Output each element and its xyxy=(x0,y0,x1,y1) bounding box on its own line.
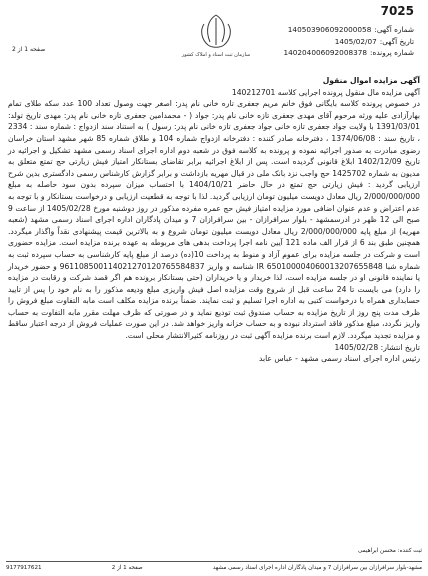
footer-phone: 9177917621 xyxy=(6,565,42,571)
footer-address: مشهد-بلوار سرافرازان بین سرافرازان 7 و میدان پادگاران اداره اجرای اسناد رسمی مشهد xyxy=(212,565,422,571)
file-number: 140204006092008378 xyxy=(283,48,368,57)
file-number-label: شماره پرونده: xyxy=(370,48,414,57)
notice-number-label: شماره آگهی: xyxy=(374,25,414,34)
footer-divider xyxy=(6,561,422,562)
notice-number: 140503906092000058 xyxy=(287,25,372,34)
page-footer xyxy=(6,547,422,572)
notice-title: آگهی مزایده اموال منقول xyxy=(322,76,420,85)
notice-text: در خصوص پرونده کلاسه بایگانی فوق خانم مریم جعفری تاره خانی نام پدر: اصغر جهت وصول تعداد 100 عدد سکه طلای تمام بهارآزادی علیه ورثه مرحوم آقای مهدی جعفری تازه خانی نام پدر: جواد ( - محمدامین جعفری تاره خانی نام پدر: مهدی تاریخ تولد: 1391/03/01 با ولایت جواد جعفری تازه خانی جواد جعفری تازه خانی نام پدر: رسول ) به استناد سند ازدواج : شماره سند : 2334 ، تاریخ سند : 1374/06/08 ، دفترخانه صادر کننده : دفترخانه ازدواج شماره 104 و طلاق شماره 85 شهر مشهد استان خراسان رضوی مبادرت به صدور اجرائیه نموده و پرونده به کلاسه فوق در شعبه دوم اداره اجرای اسناد رسمی مشهد تشکیل و اجرائیه در تاریخ 1402/12/09 ابلاغ قانونی گردیده است. پس از ابلاغ اجرائیه برابر تقاضای بستانکار امتیاز فیش زیارتی حج تمتع متعلق به مدیون به شماره 1425702 حج واجب نزد بانک ملی در قبال مهریه بازداشت و برابر گزارش کارشناس رسمی دادگستری بدین شرح ارزیابی گردید : فیش زیارتی حج تمتع در حال حاضر 1404/10/21 با احتساب میزان سپرده بدون سود حاصله به مبلغ 2/000/000/000 ریال معادل دویست میلیون تومان ارزیابی گردید. لذا با توجه به قطعیت ارزیابی و درخواست بستانکار و با توجه به عدم اعتراض و عدم عنوان اضافی مورد مزایده امتیاز فیش حج عمره مفرده مذکور در روز دوشنبه مورخ 1405/02/28 از ساعت 9 صبح الی 12 ظهر در ادرسمشهد - بلوار سرافرازان - بین سرافرازان 7 و میدان پادگاران اداره اجرای اسناد رسمی مشهد (شعبه مهریه) از مبلغ پایه 2/000/000/000 ریال معادل دویست میلیون تومان شروع و به بالاترین قیمت پیشنهادی نقداً واگذار میگردد. همچنین طبق بند 6 از قرار الف ماده 121 آیین نامه اجرا پرداخت بدهی های مربوطه به عهده برنده مزایده است. مزایده حضوری است و شرکت در جلسه مزایده برای عموم آزاد و منوط به پرداخت 10(ده) درصد از مبلغ پایه کارشناسی به حساب سپرده ثبت به شماره شبا IR 650100004060013207655848 شناسه و واریز 961108500114021270120765584837 و حضور خریدار یا نماینده قانونی او در جلسه مزایده است، لذا خریدار و یا خریداران (حتی بستانکار برونده هم اگر قصد شرکت و رقابت در مزایده را دارد) می بایست تا 24 ساعت قبل از شروع وقت مزایده اصل فیش واریزی مبلغ ودیعه مذکور را به نام خود را پس از تایید حسابداری همراه با درخواست کتبی به اداره اجرا تسلیم و ثبت نمایند. ضمناً برنده مزایده مکلف است مابه التفاوت مبلغ فروش را ظرف مدت پنج روز از تاریخ مزایده به حساب صندوق ثبت تودیع نماید و در صورتی که ظرف مهلت مقرر مابه التفاوت به حساب واریز نگردد، مبلغ مذکور فاقد استرداد نبوده و به حساب خزانه واریز خواهد شد. در این صورت عملیات فروش از درجه اعتبار ساقط و مزایده تجدید میگردد. لازم است برنده مزایده آگهی ثبت در روزنامه کثیرالانتشار محلی است. xyxy=(8,99,420,341)
file-number-row xyxy=(254,47,414,59)
signature-line: رئیس اداره اجرای اسناد رسمی مشهد - عباس عابد xyxy=(259,354,420,364)
emblem-icon xyxy=(196,12,236,50)
footer-signer-label: ثبت کننده: xyxy=(397,548,422,554)
notice-date: 1405/02/07 xyxy=(334,36,377,46)
notice-number-row xyxy=(254,24,414,36)
notice-subtitle: آگهی مزایده مال منقول پرونده اجرایی کلاسه 140212701 xyxy=(231,87,420,97)
notice-body xyxy=(8,75,420,365)
notice-date-label: تاریخ آگهی: xyxy=(379,36,414,46)
notice-date-row xyxy=(254,36,414,48)
publish-date: تاریخ انتشار: 1405/02/28 xyxy=(334,342,420,352)
notice-meta xyxy=(254,24,414,59)
page-indicator: صفحه 1 از 2 xyxy=(12,46,46,53)
organization-name: سازمان ثبت اسناد و املاک کشور xyxy=(181,52,251,58)
footer-page: صفحه 1 از 2 xyxy=(111,565,143,571)
footer-signer-name: محسن ابراهیمی xyxy=(357,548,396,554)
footer-address-row xyxy=(6,564,422,572)
document-number: 7025 xyxy=(380,4,414,18)
footer-signer xyxy=(6,547,422,555)
